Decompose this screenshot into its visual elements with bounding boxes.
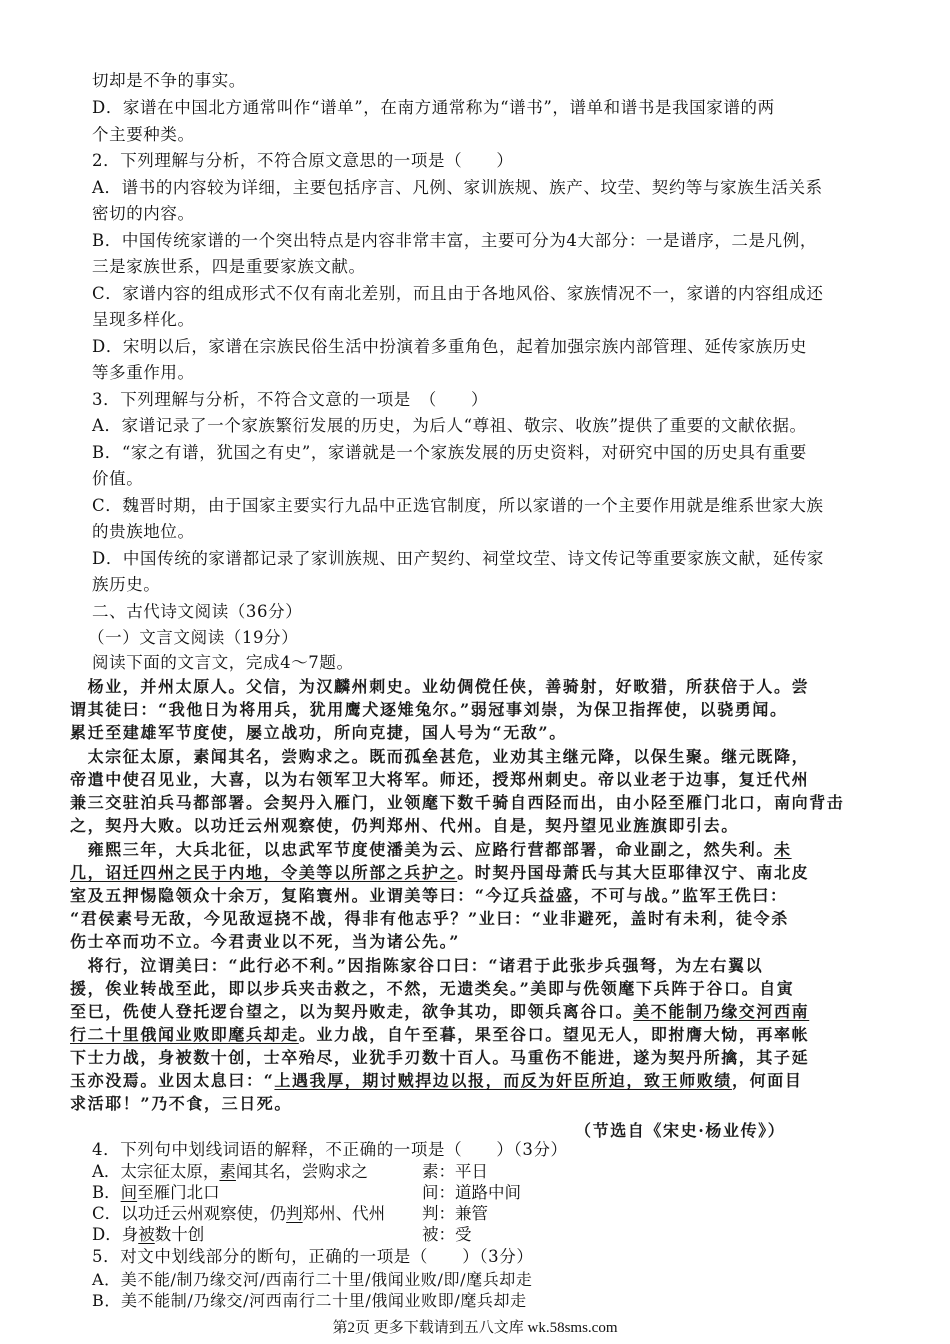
passage-line: 累迁至建雄军节度使，屡立战功，所向克捷，国人号为“无敌”。 bbox=[70, 723, 567, 742]
underlined-text: 几，诏迁四州之民于内地，令美等以所部之兵护之 bbox=[70, 863, 458, 882]
passage-line: 援，俟业转战至此，即以步兵夹击救之，不然，无遗类矣。”美即与侁领麾下兵阵于谷口。自寅 bbox=[70, 979, 795, 998]
q4-option-a: A．太宗征太原，素闻其名，尝购求之 bbox=[92, 1162, 368, 1181]
passage-line: 伤士卒而功不立。今君责业以不死，当为诸公先。” bbox=[70, 932, 461, 951]
passage-text: 至巳，侁使人登托逻台望之，以为契丹败走，欲争其功，即领兵离谷口。 bbox=[70, 1002, 634, 1021]
option-line: 密切的内容。 bbox=[92, 204, 195, 223]
passage-line: 室及五押惕隐领众十余万，复陷寰州。业谓美等曰：“今辽兵益盛，不可与战。”监军王侁曰： bbox=[70, 886, 788, 905]
passage-text: 。业力战，自午至暮，果至谷口。望见无人，即拊膺大恸，再率帐 bbox=[298, 1025, 810, 1044]
question-2-stem: 2．下列理解与分析，不符合原文意思的一项是（ ） bbox=[92, 151, 514, 170]
q4-gloss-c: 判：兼管 bbox=[422, 1204, 488, 1223]
underlined-text: 美不能制乃缘交河西南 bbox=[633, 1002, 810, 1021]
passage-text: 玉亦没焉。业因太息曰：“ bbox=[70, 1071, 275, 1090]
question-4-stem: 4．下列句中划线词语的解释，不正确的一项是（ ）（3分） bbox=[92, 1140, 568, 1159]
passage-line bbox=[70, 839, 792, 861]
underlined-word: 素 bbox=[219, 1162, 236, 1181]
passage-line: 太宗征太原，素闻其名，尝购求之。既而孤垒甚危，业劝其主继元降，以保生聚。继元既降， bbox=[70, 747, 810, 766]
section-title: 二、古代诗文阅读（36分） bbox=[92, 602, 303, 621]
underlined-word: 被 bbox=[138, 1225, 155, 1244]
passage-line bbox=[70, 1001, 809, 1023]
option-line: 族历史。 bbox=[92, 575, 161, 594]
subsection-title: （一）文言文阅读（19分） bbox=[88, 628, 299, 647]
q4-gloss-a: 素：平日 bbox=[422, 1162, 488, 1181]
passage-line bbox=[70, 1024, 809, 1046]
q4-gloss-d: 被：受 bbox=[422, 1225, 472, 1244]
passage-line bbox=[70, 862, 809, 884]
question-5-stem: 5．对文中划线部分的断句，正确的一项是（ ）（3分） bbox=[92, 1247, 534, 1266]
q4-gloss-b: 间：道路中间 bbox=[422, 1183, 521, 1202]
option-line: C．魏晋时期，由于国家主要实行九品中正选官制度，所以家谱的一个主要作用就是维系世家大族 bbox=[92, 496, 824, 515]
text-line: 个主要种类。 bbox=[92, 125, 195, 144]
passage-line: 杨业，并州太原人。父信，为汉麟州刺史。业幼倜傥任侠，善骑射，好畋猎，所获倍于人。尝 bbox=[70, 677, 810, 696]
q4-option-d: D．身被数十创 bbox=[92, 1225, 205, 1244]
passage-text: ，何面目 bbox=[732, 1071, 803, 1090]
question-3-stem: 3．下列理解与分析，不符合文意的一项是 （ ） bbox=[92, 390, 489, 409]
q4-option-b: B．间至雁门北口 bbox=[92, 1183, 220, 1202]
underlined-word: 间 bbox=[120, 1183, 138, 1202]
option-line: B．“家之有谱，犹国之有史”，家谱就是一个家族发展的历史资料，对研究中国的历史具有重要 bbox=[92, 443, 807, 462]
passage-line: “君侯素号无敌，今见敌逗挠不战，得非有他志乎？”业曰：“业非避死，盖时有未利，徒令杀 bbox=[70, 909, 789, 928]
passage-line: 将行，泣谓美曰：“此行必不利。”因指陈家谷口曰：“诸君于此张步兵强弩，为左右翼以 bbox=[70, 956, 764, 975]
passage-line: 帝遣中使召见业，大喜，以为右领军卫大将军。师还，授郑州刺史。帝以业老于边事，复迁代州 bbox=[70, 770, 810, 789]
passage-line: 下士力战，身被数十创，士卒殆尽，业犹手刃数十百人。马重伤不能进，遂为契丹所擒，其子延 bbox=[70, 1048, 810, 1067]
option-line: C．家谱内容的组成形式不仅有南北差别，而且由于各地风俗、家族情况不一，家谱的内容组成还 bbox=[92, 284, 824, 303]
option-line: A．谱书的内容较为详细，主要包括序言、凡例、家训族规、族产、坟茔、契约等与家族生活关系 bbox=[92, 178, 823, 197]
reading-intro: 阅读下面的文言文，完成4～7题。 bbox=[92, 653, 354, 672]
option-line: 的贵族地位。 bbox=[92, 522, 195, 541]
text-line: D．家谱在中国北方通常叫作“谱单”，在南方通常称为“谱书”，谱单和谱书是我国家谱的两 bbox=[92, 98, 775, 117]
option-line: B．中国传统家谱的一个突出特点是内容非常丰富，主要可分为4大部分：一是谱序，二是凡例， bbox=[92, 231, 817, 250]
passage-line: 兼三交驻泊兵马都部署。会契丹入雁门，业领麾下数千骑自西陉而出，由小陉至雁门北口，南向背击 bbox=[70, 793, 845, 812]
underlined-text: 行二十里俄闻业败即麾兵却走 bbox=[70, 1025, 299, 1044]
q5-option-a: A．美不能/制乃缘交河/西南行二十里/俄闻业败/即/麾兵却走 bbox=[92, 1270, 533, 1289]
underlined-word: 判 bbox=[286, 1204, 303, 1223]
page-footer: 第2页 更多下载请到五八文库 wk.58sms.com bbox=[332, 1320, 618, 1336]
passage-text: 。时契丹国母萧氏与其大臣耶律汉宁、南北皮 bbox=[457, 863, 810, 882]
passage-line bbox=[70, 1070, 802, 1092]
passage-line: 谓其徒曰：“我他日为将用兵，犹用鹰犬逐雉兔尔。”弱冠事刘崇，为保卫指挥使，以骁勇闻。 bbox=[70, 700, 788, 719]
passage-line: 求活耶！”乃不食，三日死。 bbox=[70, 1094, 293, 1113]
q5-option-b: B．美不能制/乃缘交/河西南行二十里/俄闻业败即/麾兵却走 bbox=[92, 1291, 527, 1310]
option-line: D．中国传统的家谱都记录了家训族规、田产契约、祠堂坟茔、诗文传记等重要家族文献，延传家 bbox=[92, 549, 825, 568]
q4-option-c: C．以功迁云州观察使，仍判郑州、代州 bbox=[92, 1204, 386, 1223]
option-line: 等多重作用。 bbox=[92, 363, 195, 382]
option-line: 呈现多样化。 bbox=[92, 310, 195, 329]
underlined-text: 上遇我厚，期讨贼捍边以报，而反为奸臣所迫，致王师败绩 bbox=[274, 1071, 733, 1090]
passage-line: 之，契丹大败。以功迁云州观察使，仍判郑州、代州。自是，契丹望见业旌旗即引去。 bbox=[70, 816, 739, 835]
option-line: A．家谱记录了一个家族繁衍发展的历史，为后人“尊祖、敬宗、收族”提供了重要的文献依据。 bbox=[92, 416, 807, 435]
option-line: D．宋明以后，家谱在宗族民俗生活中扮演着多重角色，起着加强宗族内部管理、延传家族历史 bbox=[92, 337, 807, 356]
option-line: 价值。 bbox=[92, 469, 144, 488]
underlined-text: 未 bbox=[774, 840, 792, 859]
passage-text: 雍熙三年，大兵北征，以忠武军节度使潘美为云、应路行营都部署，命业副之，然失利。 bbox=[70, 840, 775, 859]
option-line: 三是家族世系，四是重要家族文献。 bbox=[92, 257, 366, 276]
passage-source: （节选自《宋史·杨业传》） bbox=[575, 1121, 786, 1140]
text-line: 切却是不争的事实。 bbox=[92, 71, 246, 90]
